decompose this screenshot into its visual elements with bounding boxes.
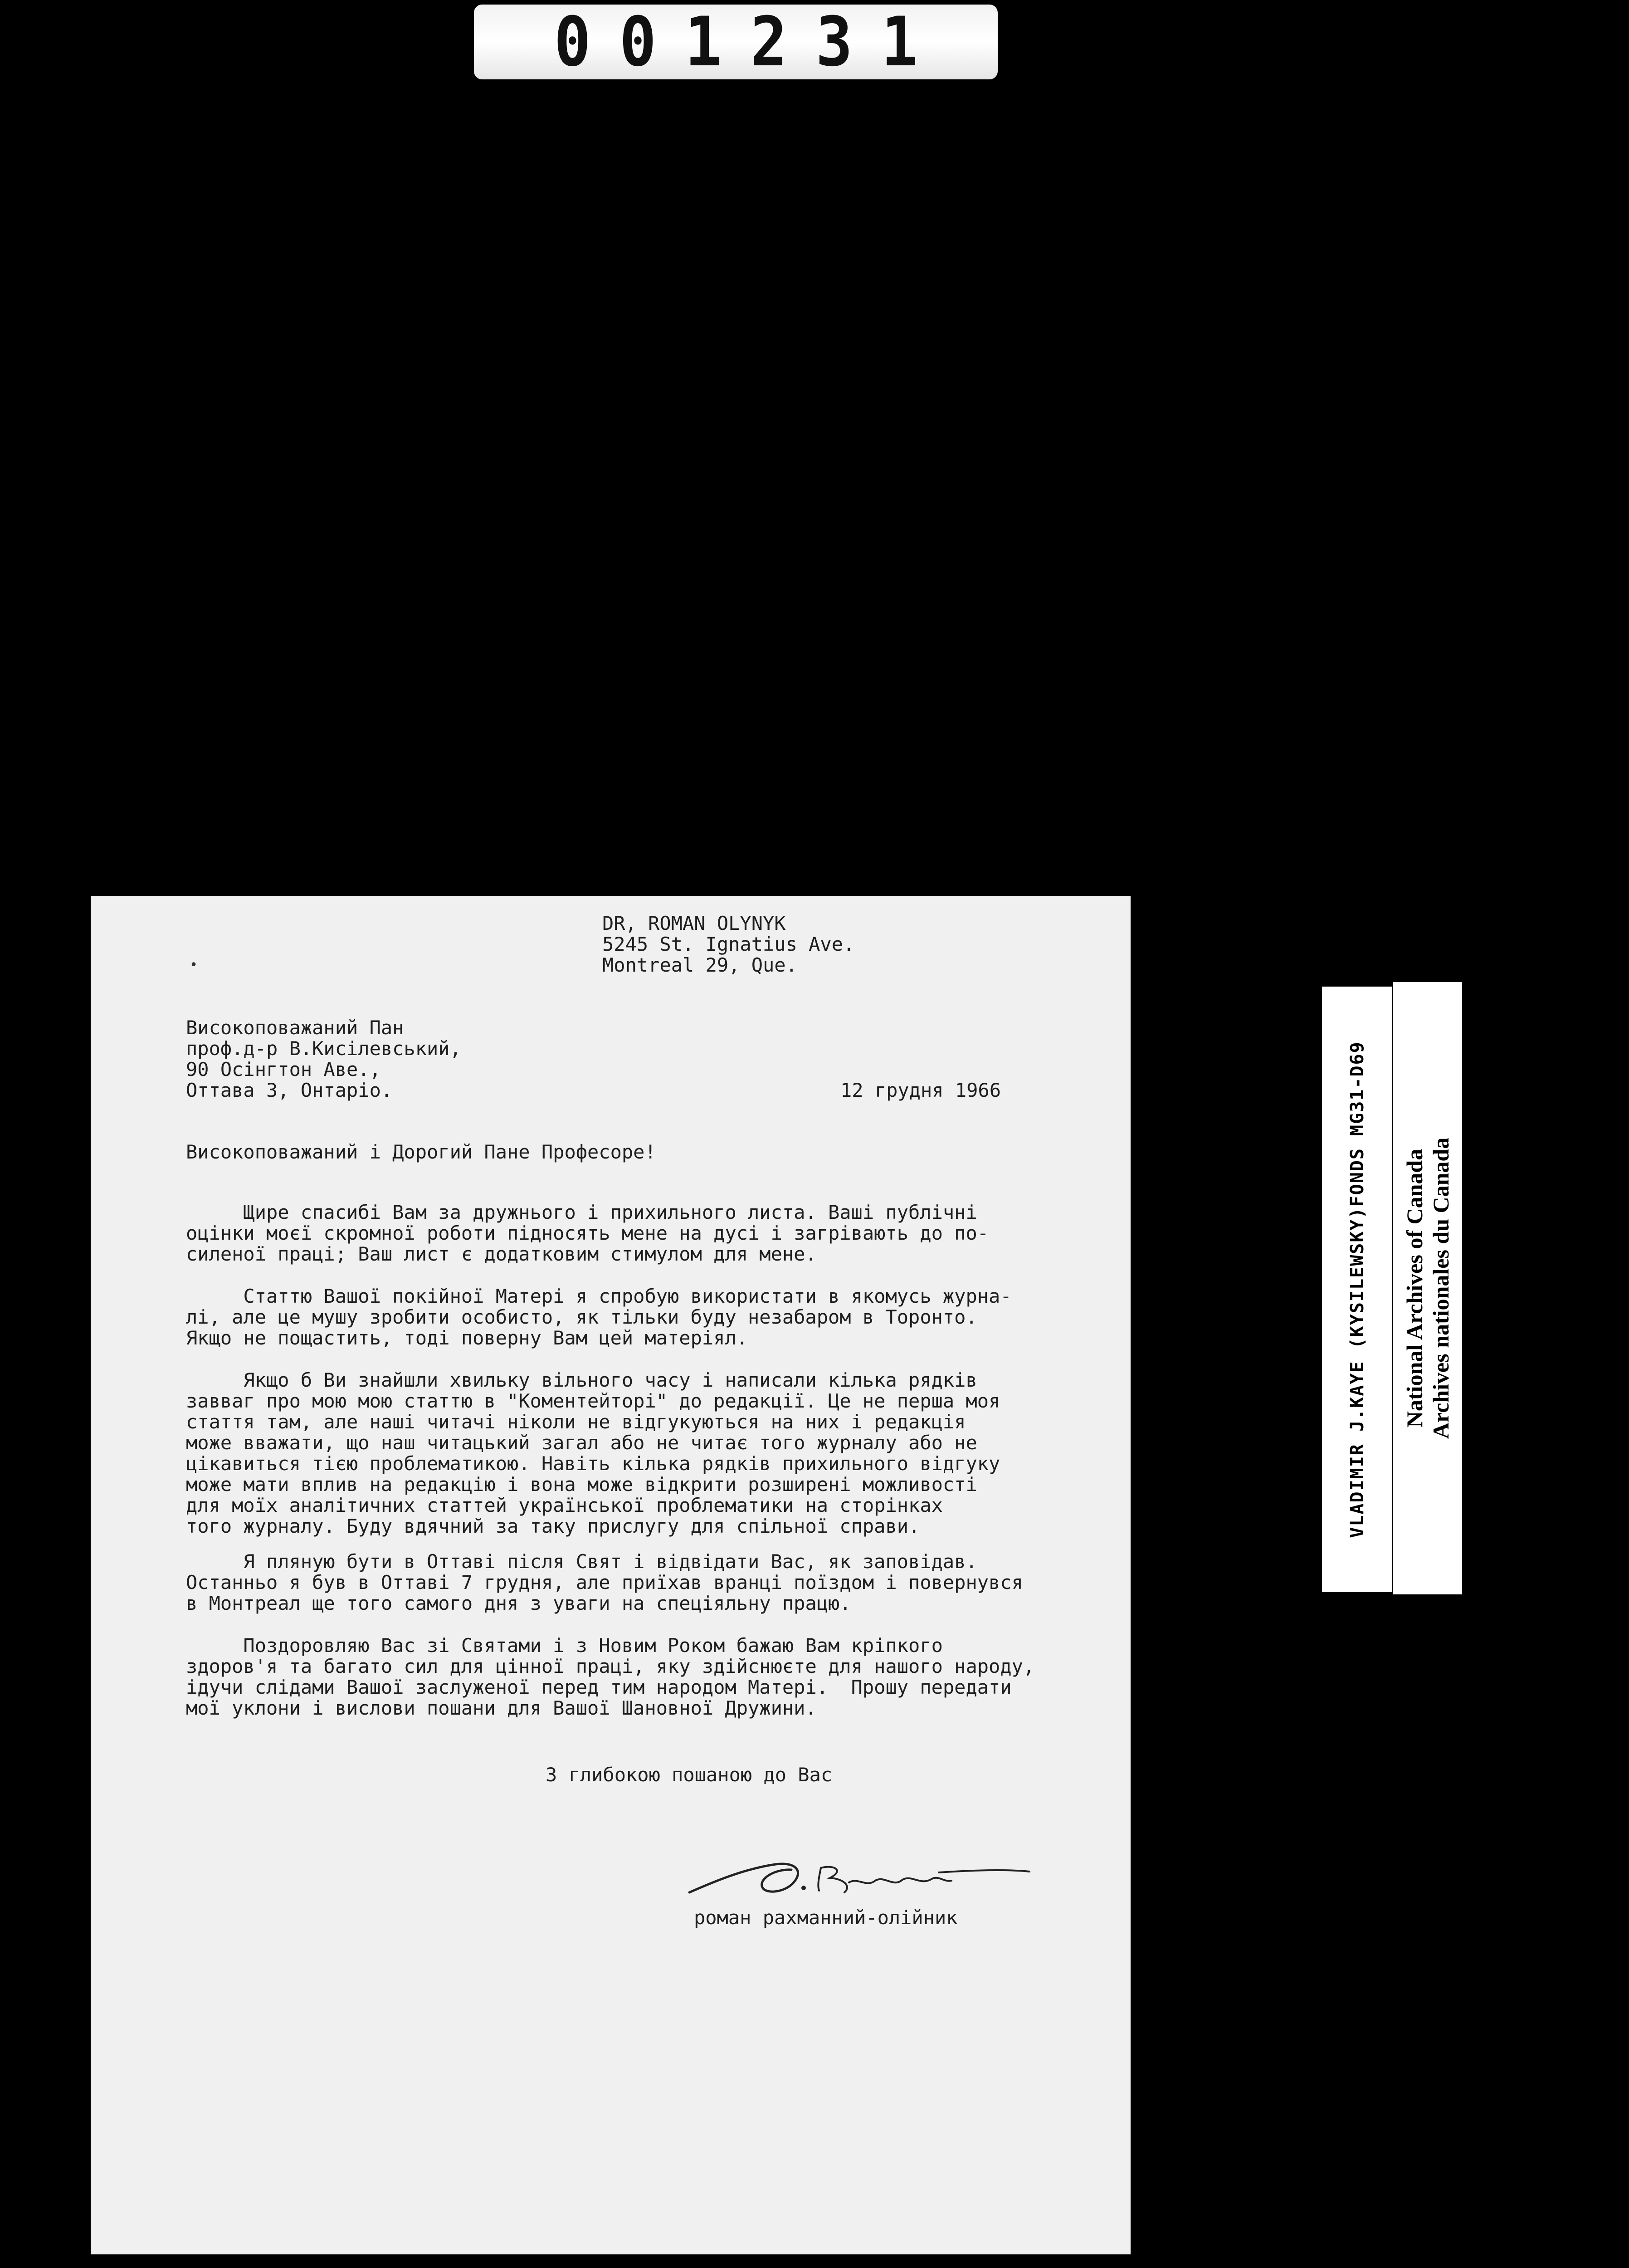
archives-label <box>1401 1138 1454 1439</box>
paragraph-line: силеної праці; Ваш лист є додатковим стимулом для мене. <box>186 1243 817 1265</box>
fonds-stamp <box>1322 987 1392 1592</box>
paragraph-line: Щире спасибі Вам за дружнього і прихильного листа. Ваші публічні <box>186 1201 977 1223</box>
frame-number-label <box>474 2 998 82</box>
paragraph-line: Останньо я був в Оттаві 7 грудня, але приїхав вранці поїздом і повернувся <box>186 1571 1023 1593</box>
paragraph-line: для моїх аналітичних статтей української проблематики на сторінках <box>186 1494 943 1516</box>
paragraph-line: Я пляную бути в Оттаві після Свят і відвідати Вас, як заповідав. <box>186 1550 977 1573</box>
paragraph-line: може вважати, що наш читацький загал або не читає того журналу або не <box>186 1432 977 1454</box>
paragraph-2 <box>186 1286 1116 1349</box>
salutation: Високоповажаний і Дорогий Пане Професоре! <box>186 1141 656 1163</box>
fonds-label: VLADIMIR J.KAYE (KYSILEWSKY)FONDS MG31-D69 <box>1346 1041 1368 1538</box>
stray-mark: • <box>190 957 198 973</box>
sender-city: Montreal 29, Que. <box>602 954 797 976</box>
paragraph-line: в Монтреал ще того самого дня з уваги на спеціяльну працю. <box>186 1592 851 1614</box>
recipient-address <box>186 1017 461 1101</box>
paragraph-line: Якщо не пощастить, тоді поверну Вам цей матеріял. <box>186 1327 748 1349</box>
handwritten-signature <box>685 1851 1034 1901</box>
paragraph-line: того журналу. Буду вдячний за таку прислугу для спільної справи. <box>186 1515 920 1537</box>
closing-line: З глибокою пошаною до Вас <box>546 1764 833 1786</box>
paragraph-line: стаття там, але наші читачі ніколи не відгукуються на них і редакція <box>186 1411 966 1433</box>
paragraph-5 <box>186 1635 1116 1719</box>
sender-address <box>602 913 854 976</box>
archives-english: National Archives of Canada <box>1402 1149 1427 1428</box>
paragraph-line: мої уклони і вислови пошани для Вашої Шановної Дружини. <box>186 1697 817 1719</box>
paragraph-line: цікавиться тією проблематикою. Навіть кілька рядків прихильного відгуку <box>186 1452 1000 1475</box>
paragraph-4 <box>186 1551 1116 1614</box>
paragraph-line: Поздоровляю Вас зі Святами і з Новим Роком бажаю Вам кріпкого <box>186 1634 943 1657</box>
paragraph-3 <box>186 1370 1116 1537</box>
paragraph-line: може мати вплив на редакцію і вона може відкрити розширені можливості <box>186 1473 977 1496</box>
paragraph-line: оцінки моєї скромної роботи підносять мене на дусі і загрівають до по- <box>186 1222 989 1244</box>
paragraph-line: завваг про мою мою статтю в "Коментейторі" до редакції. Це не перша моя <box>186 1390 1000 1412</box>
paragraph-line: Статтю Вашої покійної Матері я спробую використати в якомусь журна- <box>186 1285 1012 1307</box>
archives-stamp <box>1393 982 1462 1594</box>
archives-french: Archives nationales du Canada <box>1428 1137 1453 1439</box>
paragraph-line: Якщо б Ви знайшли хвильку вільного часу і написали кілька рядків <box>186 1369 977 1391</box>
frame-number: 001231 <box>554 2 946 82</box>
signer-name: роман рахманний-олійник <box>694 1906 958 1929</box>
letter-date: 12 грудня 1966 <box>840 1079 1001 1101</box>
paragraph-line: ідучи слідами Вашої заслуженої перед тим народом Матері. Прошу передати <box>186 1676 1012 1698</box>
sender-street: 5245 St. Ignatius Ave. <box>602 933 855 955</box>
letter-page <box>91 896 1131 2254</box>
recipient-name: проф.д-р В.Кисілевський, <box>186 1037 461 1060</box>
paragraph-1 <box>186 1202 1116 1265</box>
paragraph-line: здоров'я та багато сил для цінної праці, яку здійснюєте для нашого народу, <box>186 1655 1035 1677</box>
recipient-title: Високоповажаний Пан <box>186 1017 404 1039</box>
recipient-city: Оттава 3, Онтаріо. <box>186 1079 393 1101</box>
recipient-street: 90 Осінгтон Аве., <box>186 1058 381 1080</box>
sender-name: DR, ROMAN OLYNYK <box>602 912 786 934</box>
paragraph-line: лі, але це мушу зробити особисто, як тільки буду незабаром в Торонто. <box>186 1306 977 1328</box>
